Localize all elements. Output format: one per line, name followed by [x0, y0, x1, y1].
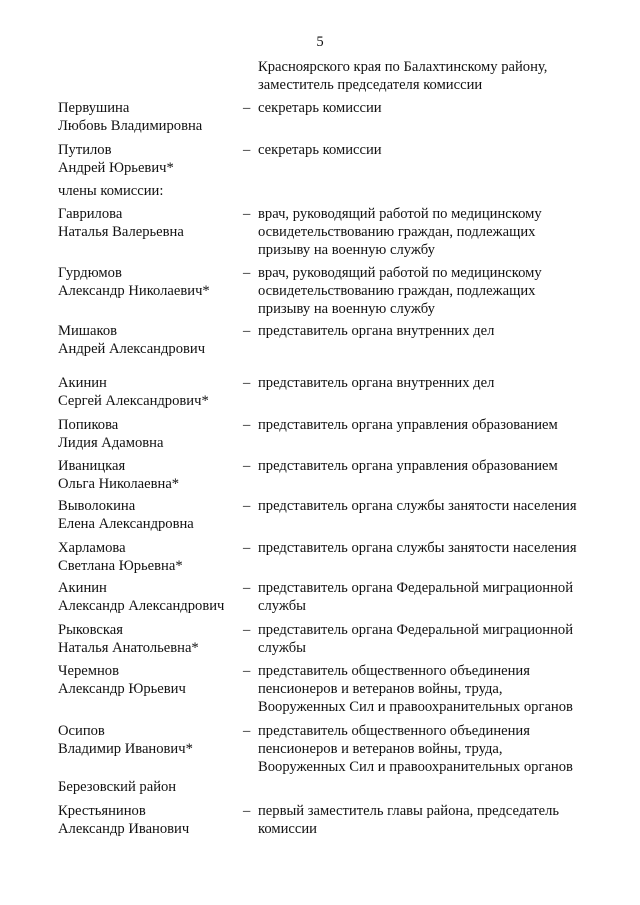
member-role [243, 539, 633, 557]
member-given-names: Наталья Валерьевна [58, 224, 184, 240]
member-role [243, 579, 633, 614]
member-surname: Акинин [58, 375, 107, 391]
role-line: призыву на военную службу [258, 242, 435, 258]
member-role [243, 722, 633, 775]
member-given-names: Александр Александрович [58, 598, 225, 614]
member-given-names: Владимир Иванович* [58, 741, 193, 757]
role-text [258, 802, 633, 838]
member-name [58, 802, 243, 838]
member-role [243, 322, 633, 340]
continuation-text [258, 58, 628, 94]
role-text [258, 416, 633, 434]
role-text [258, 322, 633, 340]
member-role [243, 374, 633, 392]
member-role [243, 497, 633, 515]
role-text [258, 205, 633, 259]
member-role [243, 662, 633, 715]
role-dash: – [243, 417, 251, 433]
member-name [58, 579, 243, 615]
role-dash: – [243, 663, 251, 679]
member-role [243, 802, 633, 837]
member-name [58, 621, 243, 657]
role-line: представитель органа внутренних дел [258, 375, 495, 391]
member-given-names: Андрей Александрович [58, 341, 206, 357]
role-line: врач, руководящий работой по медицинскому [258, 206, 542, 222]
member-name [58, 99, 243, 135]
role-text [258, 497, 633, 515]
role-line: службы [258, 640, 306, 656]
member-name [58, 141, 243, 177]
role-line: комиссии [258, 821, 317, 837]
member-name [58, 205, 243, 241]
role-line: призыву на военную службу [258, 301, 435, 317]
role-text [258, 141, 633, 159]
role-text [258, 662, 633, 716]
role-dash: – [243, 100, 251, 116]
role-dash: – [243, 265, 251, 281]
member-given-names: Александр Юрьевич [58, 681, 186, 697]
member-surname: Путилов [58, 142, 112, 158]
member-name [58, 457, 243, 493]
member-surname: Мишаков [58, 323, 118, 339]
member-name [58, 539, 243, 575]
role-dash: – [243, 458, 251, 474]
role-line: представитель органа внутренних дел [258, 323, 495, 339]
role-line: пенсионеров и ветеранов войны, труда, [258, 741, 503, 757]
role-dash: – [243, 206, 251, 222]
member-given-names: Александр Иванович [58, 821, 190, 837]
district-heading: Березовский район [58, 779, 177, 795]
role-line: освидетельствованию граждан, подлежащих [258, 224, 536, 240]
role-dash: – [243, 540, 251, 556]
role-line: представитель органа службы занятости населения [258, 498, 577, 514]
role-dash: – [243, 622, 251, 638]
role-text [258, 457, 633, 475]
member-surname: Выволокина [58, 498, 136, 514]
role-line: Вооруженных Сил и правоохранительных органов [258, 759, 573, 775]
member-given-names: Ольга Николаевна* [58, 476, 180, 492]
member-role [243, 141, 633, 159]
role-text [258, 374, 633, 392]
member-surname: Осипов [58, 723, 105, 739]
member-given-names: Андрей Юрьевич* [58, 160, 174, 176]
member-role [243, 457, 633, 475]
member-surname: Акинин [58, 580, 107, 596]
role-dash: – [243, 142, 251, 158]
member-surname: Рыковская [58, 622, 123, 638]
role-line: секретарь комиссии [258, 100, 382, 116]
role-line: представитель общественного объединения [258, 723, 530, 739]
role-text [258, 621, 633, 657]
member-surname: Крестьянинов [58, 803, 146, 819]
role-line: представитель органа управления образованием [258, 417, 558, 433]
member-surname: Гаврилова [58, 206, 123, 222]
member-given-names: Светлана Юрьевна* [58, 558, 183, 574]
role-dash: – [243, 580, 251, 596]
member-role [243, 416, 633, 434]
member-given-names: Любовь Владимировна [58, 118, 203, 134]
member-surname: Черемнов [58, 663, 119, 679]
role-line: представитель органа управления образованием [258, 458, 558, 474]
member-name [58, 497, 243, 533]
role-line: службы [258, 598, 306, 614]
member-name [58, 722, 243, 758]
member-name [58, 662, 243, 698]
role-line: врач, руководящий работой по медицинскому [258, 265, 542, 281]
role-line: пенсионеров и ветеранов войны, труда, [258, 681, 503, 697]
member-surname: Харламова [58, 540, 126, 556]
role-line: Вооруженных Сил и правоохранительных органов [258, 699, 573, 715]
role-dash: – [243, 498, 251, 514]
continuation-line: заместитель председателя комиссии [258, 77, 483, 93]
continuation-line: Красноярского края по Балахтинскому району, [258, 59, 548, 75]
role-text [258, 264, 633, 318]
role-line: представитель общественного объединения [258, 663, 530, 679]
role-dash: – [243, 323, 251, 339]
member-role [243, 205, 633, 258]
member-given-names: Лидия Адамовна [58, 435, 164, 451]
page-number: 5 [316, 34, 324, 50]
member-name [58, 416, 243, 452]
member-name [58, 264, 243, 300]
member-given-names: Александр Николаевич* [58, 283, 210, 299]
member-surname: Иваницкая [58, 458, 126, 474]
members-heading: члены комиссии: [58, 183, 164, 199]
role-line: секретарь комиссии [258, 142, 382, 158]
member-given-names: Сергей Александрович* [58, 393, 209, 409]
member-name [58, 322, 243, 358]
member-role [243, 621, 633, 656]
member-name [58, 374, 243, 410]
role-line: представитель органа Федеральной миграционной [258, 580, 574, 596]
role-dash: – [243, 723, 251, 739]
role-dash: – [243, 803, 251, 819]
member-role [243, 264, 633, 317]
member-surname: Первушина [58, 100, 130, 116]
role-text [258, 99, 633, 117]
member-surname: Гурдюмов [58, 265, 122, 281]
role-text [258, 722, 633, 776]
role-line: освидетельствованию граждан, подлежащих [258, 283, 536, 299]
role-text [258, 539, 633, 557]
role-line: представитель органа Федеральной миграционной [258, 622, 574, 638]
member-role [243, 99, 633, 117]
member-given-names: Наталья Анатольевна* [58, 640, 199, 656]
member-given-names: Елена Александровна [58, 516, 194, 532]
role-text [258, 579, 633, 615]
member-surname: Попикова [58, 417, 119, 433]
role-line: представитель органа службы занятости населения [258, 540, 577, 556]
role-dash: – [243, 375, 251, 391]
role-line: первый заместитель главы района, председатель [258, 803, 560, 819]
